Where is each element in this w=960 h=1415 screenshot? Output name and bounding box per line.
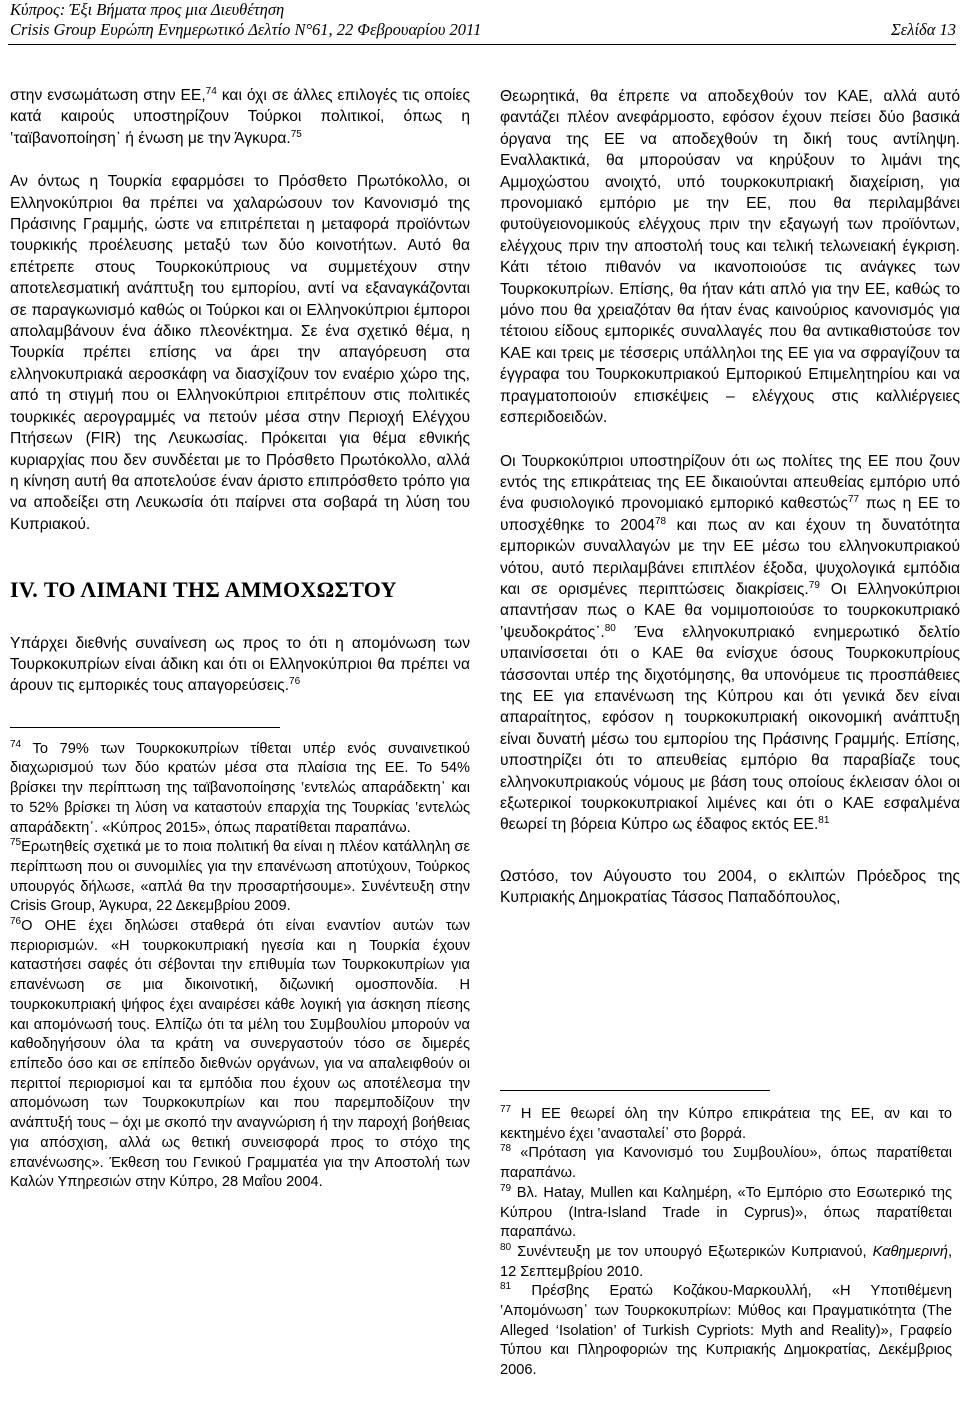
footnote-ref-78[interactable]: 78	[654, 515, 667, 527]
footnote-ref-80[interactable]: 80	[604, 622, 616, 634]
right-paragraph-2: Οι Τουρκοκύπριοι υποστηρίζουν ότι ως πολίτες της ΕΕ που ζουν εντός της επικράτειας της ΕΕ δικαιούνται απευθείας εμπόριο υπό ένα φυσιολογικό προνομιακό εμπορικό καθεστώς$^{77}$ πως η ΕΕ το υποσχέθηκε το 2004$^{78}$ και πως αν και έχουν τη δυνατότητα εμπορικών συναλλαγών με την ΕΕ μέσω του ελληνοκυπριακού νότου, αυτό περιλαμβάνει επιπλέον έξοδα, ψυχολογικά εμπόδια και σε ορισμένες περιπτώσεις διακρίσεις.$^{79}$ Οι Ελληνοκύπριοι απαντήσαν πως ο ΚΑΕ θα νομιμοποιούσε το τουρκοκυπριακό ‛ψευδοκράτος᾽.$^{80}$ Ένα ελληνοκυπριακό ενημερωτικό δελτίο υπαινίσσεται ότι ο ΚΑΕ θα ενίσχυε όσους Τουρκοκυπρίους τάσσονται υπέρ της διχοτόμησης, θα υπονόμευε τις προσπάθειες της ΕΕ για επανένωση της Κύπρου και ότι γενικά δεν είναι απαραίτητος, εφόσον η τουρκοκυπριακή οικονομική ανάπτυξη είναι δυνατή μέσω του εμπορίου της Πράσινης Γραμμής. Επίσης, υποστηρίζει ότι το απευθείας εμπόριο θα παραβίαζε τους ελληνοκυπριακούς νόμους με βάση τους οποίους έκλεισαν όλοι οι εξωτερικοί τουρκοκυπριακοί λιμένες και ότι ο ΚΑΕ εσφαλμένα θεωρεί τη βόρεια Κύπρο ως έδαφος εκτός ΕΕ.$^{81}$	[500, 452, 960, 834]
page-number: Σελίδα 13	[891, 20, 956, 39]
report-subtitle: Crisis Group Ευρώπη Ενημερωτικό Δελτίο N°61, 22 Φεβρουαρίου 2011	[10, 20, 482, 39]
footnote-78: $^{78}$ «Πρόταση για Κανονισμό του Συμβουλίου», όπως παρατίθεται παραπάνω.	[500, 1143, 952, 1182]
left-paragraph-1: στην ενσωμάτωση στην ΕΕ,$^{74}$ και όχι σε άλλες επιλογές τις οποίες κατά καιρούς υποστηρίζουν Τούρκοι πολιτικοί, όπως η ‛ταϊβανοποίηση᾽ ή ένωση με την Άγκυρα.$^{75}$	[10, 85, 470, 147]
page-header	[10, 0, 956, 40]
left-column	[10, 85, 470, 1193]
footnote-79: $^{79}$ Βλ. Hatay, Mullen και Καλημέρη, «Το Εμπόριο στο Εσωτερικό της Κύπρου (Intra-Island Trade in Cyprus)», όπως παρατίθεται παραπάνω.	[500, 1182, 952, 1241]
footnote-ref-77[interactable]: 77	[847, 494, 860, 506]
footnote-ref-74[interactable]: 74	[205, 85, 217, 97]
footnote-76: $^{76}$Ο ΟΗΕ έχει δηλώσει σταθερά ότι είναι εναντίον αυτών των περιορισμών. «Η τουρκοκυπριακή ηγεσία και η Τουρκία έχουν καταστήσει σαφές ότι σέβονται την επιθυμία των Τουρκοκυπρίων για επανένωση σε μια δικοινοτική, διζωνική ομοσπονδία. Η τουρκοκυπριακή ψήφος έχει αναιρέσει κάθε λογική για άσκηση πίεσης και απομόνωσή τους. Ελπίζω ότι τα μέλη του Συμβουλίου μπορούν να καθοδηγήσουν όλα τα κράτη να συνεργαστούν τόσο σε διμερές επίπεδο όσο και σε επίπεδο διεθνών οργάνων, για να απαλειφθούν οι περιττοί περιορισμοί και τα εμπόδια που έχουν ως αποτέλεσμα την απομόνωση των Τουρκοκυπρίων και που παρεμποδίζουν την ανάπτυξή τους – όχι με σκοπό την αναγνώριση ή την παροχή βοήθειας για απόσχιση, αλλά ως θετική συνεισφορά προς το στόχο της επανένωσης». Έκθεση του Γενικού Γραμματέα για την Αποστολή των Καλών Υπηρεσιών στην Κύπρο, 28 Μαΐου 2004.	[10, 916, 470, 1191]
footnote-divider-right	[500, 1090, 770, 1091]
right-footnotes-block	[500, 1090, 952, 1381]
footnote-75: $^{75}$Ερωτηθείς σχετικά με το ποια πολιτική θα είναι η πλέον κατάλληλη σε περίπτωση που οι συνομιλίες για την επανένωση αποτύχουν, Τούρκος υπουργός δήλωσε, «απλά θα την προσαρτήσουμε». Συνέντευξη στην Crisis Group, Άγκυρα, 22 Δεκεμβρίου 2009.	[10, 837, 470, 915]
footnote-81: $^{81}$ Πρέσβης Ερατώ Κοζάκου-Μαρκουλλή, «Η Υποτιθέμενη ‛Απομόνωση᾽ των Τουρκοκυπρίων: Μύθος και Πραγματικότητα (The Alleged ‘Isolation’ of Turkish Cypriots: Myth and Reality)», Γραφείο Τύπου και Πληροφοριών της Κυπριακής Δημοκρατίας, Δεκέμβριος 2006.	[500, 1281, 952, 1379]
left-paragraph-3: Υπάρχει διεθνής συναίνεση ως προς το ότι η απομόνωση των Τουρκοκυπρίων είναι άδικη και ότι οι Ελληνοκύπριοι θα πρέπει να άρουν τις εμπορικές τους απαγορεύσεις.$^{76}$	[10, 634, 470, 695]
footnote-ref-79[interactable]: 79	[808, 579, 820, 591]
section-heading: IV. ΤΟ ΛΙΜΑΝΙ ΤΗΣ ΑΜΜΟΧΩΣΤΟΥ	[10, 577, 397, 603]
footnote-74: $^{74}$ Το 79% των Τουρκοκυπρίων τίθεται υπέρ ενός συναινετικού διαχωρισμού των δύο κρατών μέσα στα πλαίσια της ΕΕ. Το 54% βρίσκει την περίπτωση της ταϊβανοποίησης ‛εντελώς απαράδεκτη᾽ και το 52% βρίσκει τη λύση να καταστούν επαρχία της Τουρκίας ‛εντελώς απαράδεκτη᾽. «Κύπρος 2015», όπως παρατίθεται παραπάνω.	[10, 738, 470, 836]
left-footnotes	[10, 740, 470, 1193]
footnote-divider	[10, 727, 280, 728]
footnote-ref-75[interactable]: 75	[290, 128, 302, 140]
footnote-80: $^{80}$ Συνέντευξη με τον υπουργό Εξωτερικών Κυπριανού, Καθημερινή, 12 Σεπτεμβρίου 2010.	[500, 1242, 952, 1280]
right-column	[500, 86, 960, 909]
report-title: Κύπρος: Έξι Βήματα προς μια Διευθέτηση	[10, 0, 285, 19]
header-rule	[8, 44, 956, 45]
right-footnotes	[500, 1105, 952, 1381]
left-paragraph-2: Αν όντως η Τουρκία εφαρμόσει το Πρόσθετο Πρωτόκολλο, οι Ελληνοκύπριοι θα πρέπει να χαλαρώσουν τον Κανονισμό της Πράσινης Γραμμής, ώστε να επιτρέπεται η μεταφορά προϊόντων τουρκικής προέλευσης μεταξύ των δύο κοινοτήτων. Αυτό θα επέτρεπε στους Τουρκοκύπριους να συμμετέχουν στην αποτελεσματική ανάπτυξη του εμπορίου, αντί να εξαναγκάζονται σε παραγκωνισμό καθώς οι Τούρκοι και οι Ελληνοκύπριοι έμποροι απολαμβάνουν ένα άδικο πλεονέκτημα. Σε ένα σχετικό θέμα, η Τουρκία πρέπει επίσης να άρει την απαγόρευση στα ελληνοκυπριακά αεροσκάφη να διασχίζουν τον εναέριο χώρο της, από τη στιγμή που οι Ελληνοκύπριοι επιτρέπουν στις πολιτικές τουρκικές αερογραμμές να πετούν μέσα στην Περιοχή Ελέγχου Πτήσεων (FIR) της Λευκωσίας. Πρόκειται για θέμα εθνικής κυριαρχίας που δεν συνδέεται με το Πρόσθετο Πρωτόκολλο, αλλά η κίνηση αυτή θα αποτελούσε έναν άριστο επιπρόσθετο τρόπο για να αποδείξει στη Λευκωσία ότι παίρνει στα σοβαρά τη λύση του Κυπριακού.	[10, 173, 470, 533]
footnote-77: $^{77}$ Η ΕΕ θεωρεί όλη την Κύπρο επικράτεια της ΕΕ, αν και το κεκτημένο έχει ‛ανασταλεί᾽ στο βορρά.	[500, 1104, 952, 1142]
footnote-ref-76[interactable]: 76	[289, 676, 301, 688]
footnote-ref-81[interactable]: 81	[818, 815, 830, 827]
right-paragraph-1: Θεωρητικά, θα έπρεπε να αποδεχθούν τον ΚΑΕ, αλλά αυτό φαντάζει πλέον ανεφάρμοστο, εφόσον έχουν πείσει δύο βασικά όργανα της ΕΕ να αποδεχθούν τη δική τους αντίληψη. Εναλλακτικά, θα μπορούσαν να κηρύξουν το λιμάνι της Αμμοχώστου ανοιχτό, υπό τουρκοκυπριακή διαχείριση, για προνομιακό εμπόριο με την ΕΕ, που θα περιλαμβάνει φυτοϋγειονομικούς ελέγχους πριν την εξαγωγή των προϊόντων, ελέγχους πριν την αποστολή τους και τελική τελωνειακή έγκριση. Κάτι τέτοιο πιθανόν να ικανοποιούσε τις ανάγκες των Τουρκοκυπρίων. Επίσης, θα ήταν κάτι απλό για την ΕΕ, καθώς το μόνο που θα χρειαζόταν θα ήταν ένας καινούριος κανονισμός για τέτοιου είδους εμπορικές συναλλαγές που θα αντικαθιστούσε τον ΚΑΕ και τρεις με τέσσερις υπάλληλοι της ΕΕ για να σφραγίζουν τα έγγραφα του Τουρκοκυπριακού Εμπορικού Επιμελητηρίου και να πραγματοποιούν επισκέψεις – ελέγχους στις καλλιέργειες εσπεριδοειδών.	[500, 88, 960, 427]
right-paragraph-3: Ωστόσο, τον Αύγουστο του 2004, ο εκλιπών Πρόεδρος της Κυπριακής Δημοκρατίας Τάσσος Παπαδόπουλος,	[500, 867, 960, 907]
